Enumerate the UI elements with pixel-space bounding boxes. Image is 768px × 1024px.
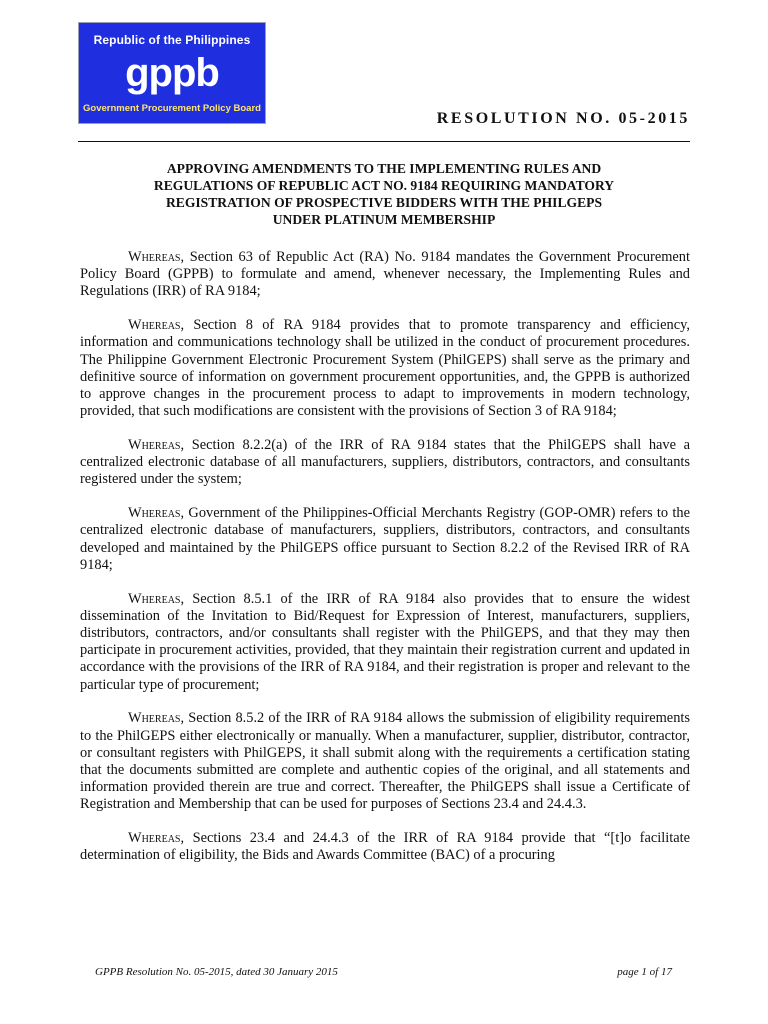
title-line: APPROVING AMENDMENTS TO THE IMPLEMENTING RULES AND [166, 161, 602, 176]
whereas-lead: Whereas, [128, 830, 185, 847]
whereas-text: Section 8.5.2 of the IRR of RA 9184 allows the submission of eligibility requirements to the PhilGEPS either electronically or manually. When a manufacturer, supplier, distributor, contractor, or consultant registers with PhilGEPS, it shall submit along with the requirements a certification stating that the documents submitted are complete and authentic copies of the original, and all statements and information provided therein are true and correct. Thereafter, the PhilGEPS shall issue a Certificate of Registration and Membership that can be used for purposes of Sections 23.4 and 24.4.3. [80, 710, 690, 813]
page-number: page 1 of 17 [617, 966, 672, 978]
whereas-lead: Whereas [128, 437, 181, 454]
title-line: REGISTRATION OF PROSPECTIVE BIDDERS WITH THE PHILGEPS [165, 195, 603, 210]
page-footer [95, 966, 672, 978]
title-line: REGULATIONS OF REPUBLIC ACT NO. 9184 REQUIRING MANDATORY [153, 178, 615, 193]
title-line: UNDER PLATINUM MEMBERSHIP [272, 212, 496, 227]
whereas-separator: , [180, 590, 193, 607]
whereas-paragraph [80, 710, 690, 813]
footer-citation: GPPB Resolution No. 05-2015, dated 30 January 2015 [95, 966, 338, 978]
whereas-lead: Whereas [128, 590, 181, 607]
whereas-text: Section 8.2.2(a) of the IRR of RA 9184 states that the PhilGEPS shall have a centralized electronic database of all manufacturers, suppliers, distributors, contractors, and consultants registered under the system; [80, 437, 690, 488]
whereas-paragraph [80, 591, 690, 694]
whereas-text: Sections 23.4 and 24.4.3 of the IRR of RA 9184 provide that “[t]o facilitate determination of eligibility, the Bids and Awards Committee (BAC) of a procuring [80, 830, 690, 864]
document-body [80, 249, 690, 881]
whereas-lead: Whereas [128, 505, 181, 522]
whereas-text: Government of the Philippines-Official Merchants Registry (GOP-OMR) refers to the centralized electronic database of manufacturers, suppliers, distributors, contractors, and consultants developed and maintained by the PhilGEPS office pursuant to Section 8.2.2 of the Revised IRR of RA 9184; [80, 505, 690, 573]
whereas-lead: Whereas [128, 249, 181, 265]
whereas-separator: , [180, 505, 189, 522]
logo-mark: gppb [125, 51, 219, 95]
whereas-lead: Whereas [128, 317, 181, 334]
whereas-text: Section 8.5.1 of the IRR of RA 9184 also provides that to ensure the widest dissemination of the Invitation to Bid/Request for Expression of Interest, manufacturers, suppliers, distributors, contractors, and/or consultants shall register with the PhilGEPS, and that they may then participate in procurement activities, provided, that they maintain their registration current and updated in accordance with the provisions of the IRR of RA 9184, and their registration is proper and relevant to the particular type of procurement; [80, 590, 690, 693]
whereas-paragraph [80, 249, 690, 301]
whereas-separator: , [180, 437, 192, 454]
whereas-text: Section 8 of RA 9184 provides that to promote transparency and efficiency, information and communications technology shall be utilized in the conduct of procurement procedures. The Philippine Government Electronic Procurement System (PhilGEPS) shall serve as the primary and definitive source of information on government procurement opportunities, and, the GPPB is authorized to approve changes in the procurement process to adapt to improvements in modern technology, provided, that such modifications are consistent with the provisions of Section 3 of RA 9184; [80, 317, 690, 420]
whereas-lead: Whereas, [128, 710, 185, 727]
logo-bottom-text: Government Procurement Policy Board [83, 103, 261, 114]
whereas-separator [184, 830, 192, 846]
logo-top-text: Republic of the Philippines [93, 33, 251, 47]
document-title [100, 160, 668, 228]
whereas-paragraph [80, 317, 690, 420]
whereas-separator: , [180, 317, 194, 334]
resolution-number: RESOLUTION NO. 05-2015 [436, 110, 690, 127]
whereas-text: Section 63 of Republic Act (RA) No. 9184 mandates the Government Procurement Policy Board (GPPB) to formulate and amend, whenever necessary, the Implementing Rules and Regulations (IRR) of RA 9184; [80, 249, 691, 300]
header-divider [78, 141, 690, 142]
whereas-paragraph [80, 505, 690, 574]
gppb-logo [78, 22, 266, 124]
whereas-separator: , [180, 249, 190, 265]
whereas-paragraph [80, 830, 690, 864]
whereas-paragraph [80, 437, 690, 489]
